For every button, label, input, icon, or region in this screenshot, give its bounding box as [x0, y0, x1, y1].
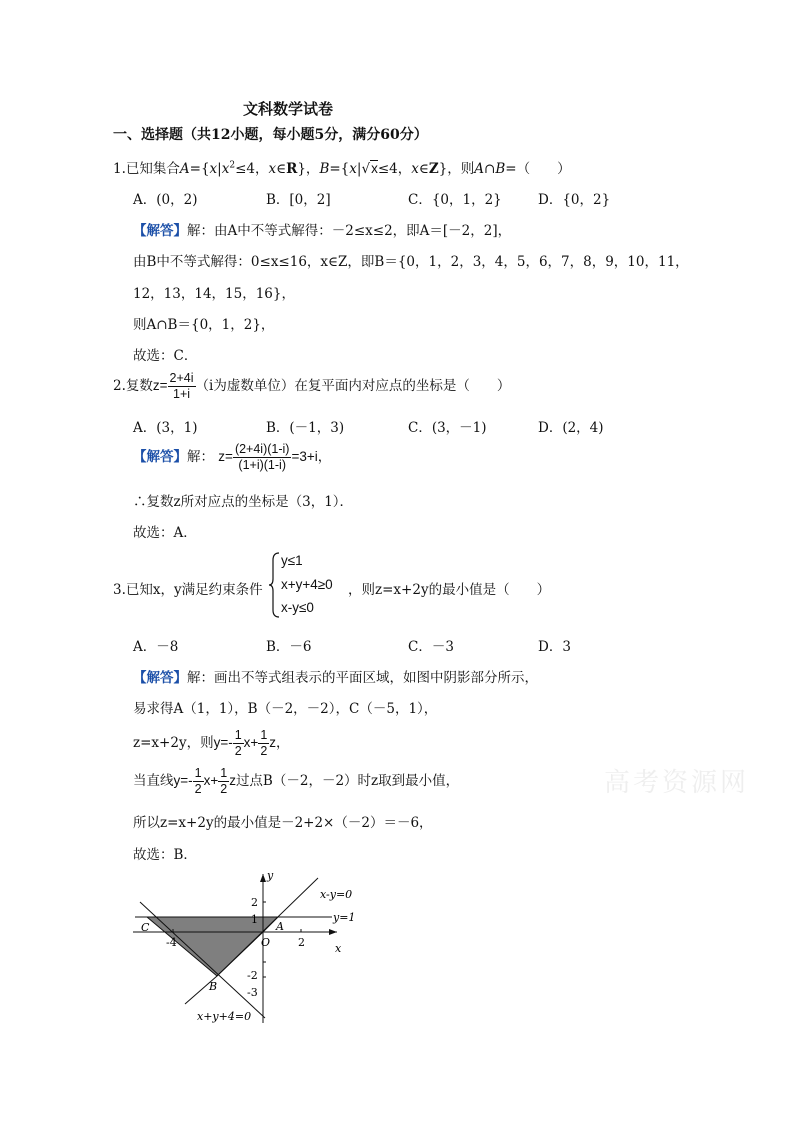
q3-sol3-comma: ， [276, 735, 290, 751]
var-x: x [209, 161, 218, 177]
q1-solution-4: 则A∩B＝{0，1，2}， [133, 317, 275, 333]
q1-option-a: A．(0，2) [133, 192, 198, 208]
q3-sol4-tail: 过点B（－2，－2）时z取到最小值， [235, 773, 460, 789]
q2-sol-a: 解： [187, 449, 214, 465]
tick-label-y-neg2: -2 [247, 969, 258, 982]
constraint-3: x-y≤0 [281, 600, 314, 615]
q1-option-b: B．[0，2] [266, 192, 331, 208]
q2-option-a: A．(3，1) [133, 420, 198, 436]
q3-solution-6: 故选：B． [133, 847, 197, 863]
q1-le2: ≤4， [377, 161, 412, 177]
label-y-eq-1: y=1 [333, 911, 356, 924]
q2-option-c: C．(3，－1) [408, 420, 487, 436]
q1-bar: | [217, 161, 222, 177]
q2-solution-1 [133, 442, 331, 473]
q2-fraction [168, 371, 196, 402]
q1-bar2: | [356, 161, 362, 177]
q1-close: }， [297, 161, 320, 177]
q1-num: 1. [113, 161, 126, 177]
fraction-denominator: 2 [194, 782, 202, 796]
q2-stem-text: 复数 [125, 378, 153, 394]
tick-label-y-2: 2 [251, 896, 258, 909]
q1-stem-text: 已知集合 [125, 161, 180, 177]
fraction-half [193, 766, 204, 797]
q3-sol4-lead: 当直线 [133, 773, 174, 789]
fraction-denominator: 2 [220, 782, 228, 796]
q1-eq2: ={ [329, 161, 350, 177]
q3-sol3-x: x+ [243, 735, 259, 750]
q1-solution-3: 12，13，14，15，16}， [133, 286, 295, 302]
q2-stem [113, 371, 510, 402]
q3-option-b: B．－6 [266, 639, 312, 655]
sqrt-x: x [371, 161, 378, 176]
q1-stem [113, 157, 571, 177]
q1-xin2: x∈ [411, 161, 429, 177]
fraction-numerator: (2+4i)(1-i) [234, 442, 290, 456]
var-x: x [349, 161, 357, 177]
q3-sol4-z: z [229, 773, 236, 788]
answer-tag: 【解答】 [133, 670, 187, 686]
fraction-numerator: 1 [194, 766, 202, 780]
q3-sol3-y: y=- [213, 735, 233, 750]
page-title: 文科数学试卷 [243, 100, 334, 118]
var-x: x [221, 161, 230, 177]
tick-label-y-1: 1 [251, 913, 258, 926]
q1-solution-5: 故选：C． [133, 348, 198, 364]
label-x-minus-y: x-y=0 [320, 888, 353, 901]
fraction-half [218, 766, 229, 797]
fraction-denominator: 2 [260, 744, 268, 758]
q3-solution-3 [133, 728, 290, 759]
constraint-1: y≤1 [281, 553, 303, 568]
q2-sol-result: =3+i [291, 449, 318, 464]
q3-stem-text: 已知x，y满足约束条件 [125, 582, 263, 598]
q1-close2: }，则 [438, 161, 475, 177]
q3-solution-2: 易求得A（1，1），B（－2，－2），C（－5，1）， [133, 701, 438, 717]
q3-sol3-lead: z=x+2y，则 [133, 735, 214, 751]
y-axis-arrow [260, 874, 266, 882]
point-label-a: A [276, 920, 284, 933]
sqrt-sign: √ [361, 161, 371, 177]
q2-sol-z: z= [218, 449, 233, 464]
q3-stem [113, 578, 263, 598]
set-R: R [286, 161, 298, 177]
q2-option-d: D．(2，4) [538, 420, 604, 436]
q1-solution-1 [133, 219, 511, 239]
q2-num: 2. [113, 378, 126, 394]
tick-label-x-2: 2 [298, 936, 305, 949]
q2-stem-tail: （i为虚数单位）在复平面内对应点的坐标是（ ） [195, 378, 511, 394]
fraction-half [233, 728, 244, 759]
q3-sol4-x: x+ [203, 773, 219, 788]
q3-stem-tail: ，则z=x+2y的最小值是（ ） [348, 582, 551, 598]
q1-intersection: A∩B [474, 161, 506, 177]
q2-solution-2: ∴复数z所对应点的坐标是（3，1）． [133, 494, 354, 510]
q3-option-d: D．3 [538, 639, 571, 655]
point-label-c: C [141, 921, 150, 934]
fraction-numerator: 1 [260, 728, 268, 742]
q3-sol1-text: 解：画出不等式组表示的平面区域，如图中阴影部分所示， [187, 670, 538, 686]
x-axis-arrow [329, 929, 337, 935]
q2-solution-3: 故选：A． [133, 525, 197, 541]
q3-solution-1 [133, 666, 538, 686]
q2-sol-comma: ， [317, 449, 332, 465]
fraction-denominator: 2 [234, 744, 242, 758]
constraint-brace [268, 552, 280, 618]
q3-sol3-z: z [269, 735, 277, 750]
watermark: 高考资源网 [604, 767, 750, 797]
q3-num: 3. [113, 582, 126, 598]
q1-xin: x∈ [268, 161, 287, 177]
constraint-2: x+y+4≥0 [281, 577, 333, 592]
exponent: 2 [229, 160, 236, 171]
q1-option-d: D．{0，2} [538, 192, 611, 208]
fraction-denominator: 1+i [173, 387, 191, 401]
q2-z: z= [152, 378, 168, 393]
q2-sol-fraction [233, 442, 292, 473]
point-label-b: B [209, 980, 218, 993]
fraction-denominator: (1+i)(1-i) [238, 458, 286, 472]
origin-label: O [261, 936, 271, 949]
q1-sol1-text: 解：由A中不等式解得：－2≤x≤2，即A＝[－2，2]， [187, 223, 512, 239]
fraction-numerator: 1 [234, 728, 242, 742]
fraction-half [258, 728, 269, 759]
answer-tag: 【解答】 [133, 223, 187, 239]
q3-sol4-y: y=- [173, 773, 193, 788]
fraction-numerator: 2+4i [169, 371, 194, 385]
q3-solution-4 [133, 766, 459, 797]
q3-option-c: C．－3 [408, 639, 454, 655]
q3-solution-5: 所以z=x+2y的最小值是－2+2×（－2）＝－6， [133, 815, 433, 831]
label-x-plus-y-plus-4: x+y+4=0 [197, 1010, 252, 1023]
set-A: A [179, 161, 190, 177]
axis-label-x: x [335, 942, 342, 955]
set-Z: Z [428, 161, 439, 177]
q1-option-c: C．{0，1，2} [408, 192, 502, 208]
set-B: B [319, 161, 330, 177]
axis-label-y: y [267, 869, 274, 882]
tick-label-y-neg3: -3 [247, 986, 258, 999]
answer-tag: 【解答】 [133, 449, 187, 465]
tick-label-x-neg4: -4 [166, 936, 177, 949]
section-heading: 一、选择题（共12小题，每小题5分，满分60分） [113, 127, 428, 143]
q3-option-a: A．－8 [133, 639, 179, 655]
q1-blank: =（ ） [505, 161, 571, 177]
feasible-region-graph [125, 868, 365, 1026]
q1-le: ≤4， [235, 161, 269, 177]
q1-eq: ={ [189, 161, 210, 177]
fraction-numerator: 1 [220, 766, 228, 780]
q1-solution-2: 由B中不等式解得：0≤x≤16，x∈Z，即B＝{0，1，2，3，4，5，6，7，8，9，10，11， [133, 254, 689, 270]
q2-option-b: B．(－1，3) [266, 420, 345, 436]
